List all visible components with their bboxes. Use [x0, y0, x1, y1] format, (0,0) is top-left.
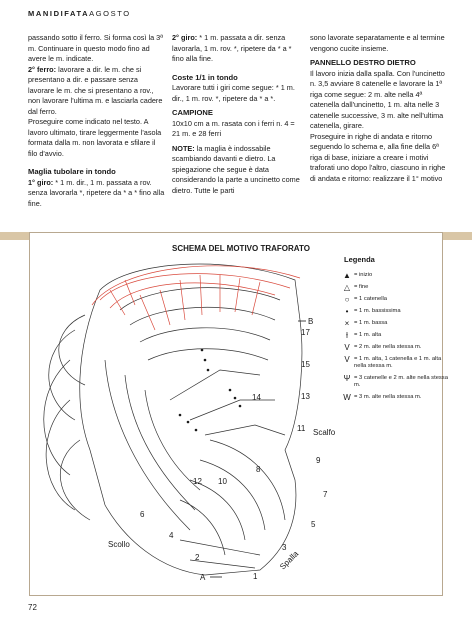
legend-item: Ψ = 3 catenelle e 2 m. alte nella stessa m.: [340, 375, 448, 389]
legend-item: V = 2 m. alte nella stessa m.: [340, 344, 448, 351]
paragraph: passando sotto il ferro. Si forma così la 3ª m. Continuare in questo modo fino ad avere le m. indicate.: [28, 33, 163, 63]
row-number: 3: [282, 543, 287, 552]
row-number: 4: [169, 531, 174, 540]
crochet-diagram: [30, 250, 335, 590]
legend: [340, 272, 448, 406]
legend-item: × = 1 m. bassa: [340, 320, 448, 327]
magazine-header: [28, 9, 131, 18]
row-number: 17: [301, 328, 310, 337]
direction-arrow-icon: [44, 360, 70, 475]
direction-arrow-icon: [60, 440, 90, 520]
header-issue: AGOSTO: [89, 9, 131, 18]
row-number: 14: [252, 393, 261, 402]
start-arrow-icon: ▲: [343, 271, 351, 280]
text-column-1: [28, 33, 166, 209]
paragraph: Lavorare tutti i giri come segue: * 1 m. dir., 1 m. rov. *, ripetere da * a *.: [172, 83, 295, 103]
two-dc-same-stitch-icon: V: [344, 343, 350, 352]
paragraph: sono lavorate separatamente e al termine vengono cucite insieme.: [310, 33, 445, 53]
end-arrow-icon: △: [343, 283, 351, 292]
double-crochet-icon: ƚ: [346, 331, 348, 340]
chain-stitch-icon: ○: [344, 295, 350, 304]
end-label: B: [308, 317, 314, 326]
decorative-tab-right: [442, 232, 472, 240]
paragraph: 10x10 cm a m. rasata con i ferri n. 4 = 21 m. e 28 ferri: [172, 118, 295, 138]
row-number: 8: [256, 465, 261, 474]
legend-item: V = 1 m. alta, 1 catenella e 1 m. alta nella stessa m.: [340, 356, 448, 370]
row-number: 15: [301, 360, 310, 369]
paragraph: 1° giro: * 1 m. dir., 1 m. passata a rov. senza lavorarla *, ripetere da * a * fino alla fine.: [28, 177, 165, 208]
row-number: 5: [311, 520, 316, 529]
paragraph: 2° giro: * 1 m. passata a dir. senza lavorarla, 1 m. rov. *, ripetere da * a * fino alla fine.: [172, 33, 292, 63]
three-chain-two-dc-icon: Ψ: [343, 374, 351, 383]
start-label: A: [200, 573, 206, 582]
paragraph: Il lavoro inizia dalla spalla. Con l'uncinetto n. 3,5 avviare 8 catenelle e lavorare la 1ª riga come segue: 2 m. alte nella 4ª catenella dall'uncinetto, 1 m. alta nelle 3 catenelle successive, 3 m. alte nell'ultima catenella, girare.: [310, 68, 445, 130]
section-heading: CAMPIONE: [172, 108, 213, 117]
armhole-label: Scalfo: [313, 428, 335, 437]
slip-stitch-icon: •: [345, 307, 349, 316]
row-number: 13: [301, 392, 310, 401]
legend-item: ▲ = inizio: [340, 272, 448, 279]
paragraph: Proseguire in righe di andata e ritorno seguendo lo schema e, alla fine della 6ª riga di base, iniziare a creare i motivi traforati uno dopo l'altro, ciascuno in righe di andata e ritorno: realizzare il 1° motivo: [310, 131, 446, 183]
decorative-tab-left: [0, 232, 30, 240]
shoulder-label: Spalla: [278, 549, 301, 572]
section-heading: PANNELLO DESTRO DIETRO: [310, 58, 416, 67]
row-number: 11: [297, 424, 306, 433]
direction-arrow-icon: [46, 400, 75, 510]
page-number: 72: [28, 603, 37, 612]
row-number: 9: [316, 456, 321, 465]
paragraph: NOTE: la maglia è indossabile scambiando davanti e dietro. La spiegazione che segue è data considerando la parte a uncinetto come dietro. Tutte le parti: [172, 143, 300, 195]
row-number: 2: [195, 553, 200, 562]
diagram-title: SCHEMA DEL MOTIVO TRAFORATO: [172, 244, 310, 253]
header-brand: MANIDIFATA: [28, 9, 90, 18]
legend-item: ƚ = 1 m. alta: [340, 332, 448, 339]
paragraph: 2° ferro: lavorare a dir. le m. che si presentano a dir. e passare senza lavorare le m. che si presentano a rov., non lavorare l'ultima m. e lasciarla cadere dal ferro.: [28, 64, 163, 116]
row-number: 6: [140, 510, 145, 519]
neckline-label: Scollo: [108, 540, 130, 549]
row-number: 1: [253, 572, 258, 581]
single-crochet-icon: ×: [344, 319, 350, 328]
legend-item: △ = fine: [340, 284, 448, 291]
legend-item: W = 3 m. alte nella stessa m.: [340, 394, 448, 401]
row-number: 12: [193, 477, 202, 486]
row-number: 10: [218, 477, 227, 486]
three-dc-same-stitch-icon: W: [343, 393, 351, 402]
dc-chain-dc-icon: V: [344, 355, 350, 364]
legend-title: Legenda: [344, 255, 375, 264]
paragraph: Proseguire come indicato nel testo. A lavoro ultimato, tirare leggermente l'asola formata dalla m. non lavorata e sfilare il filo d'avvio.: [28, 117, 162, 158]
text-column-2: [172, 33, 304, 196]
section-heading: Coste 1/1 in tondo: [172, 72, 238, 82]
red-row: [100, 274, 290, 300]
row-number: 7: [323, 490, 328, 499]
legend-item: • = 1 m. bassissima: [340, 308, 448, 315]
legend-item: ○ = 1 catenella: [340, 296, 448, 303]
direction-arrow-icon: [49, 330, 75, 420]
direction-arrow-icon: [59, 315, 85, 385]
text-column-3: [310, 33, 446, 184]
red-row: [140, 275, 260, 330]
section-heading: Maglia tubolare in tondo: [28, 167, 116, 176]
